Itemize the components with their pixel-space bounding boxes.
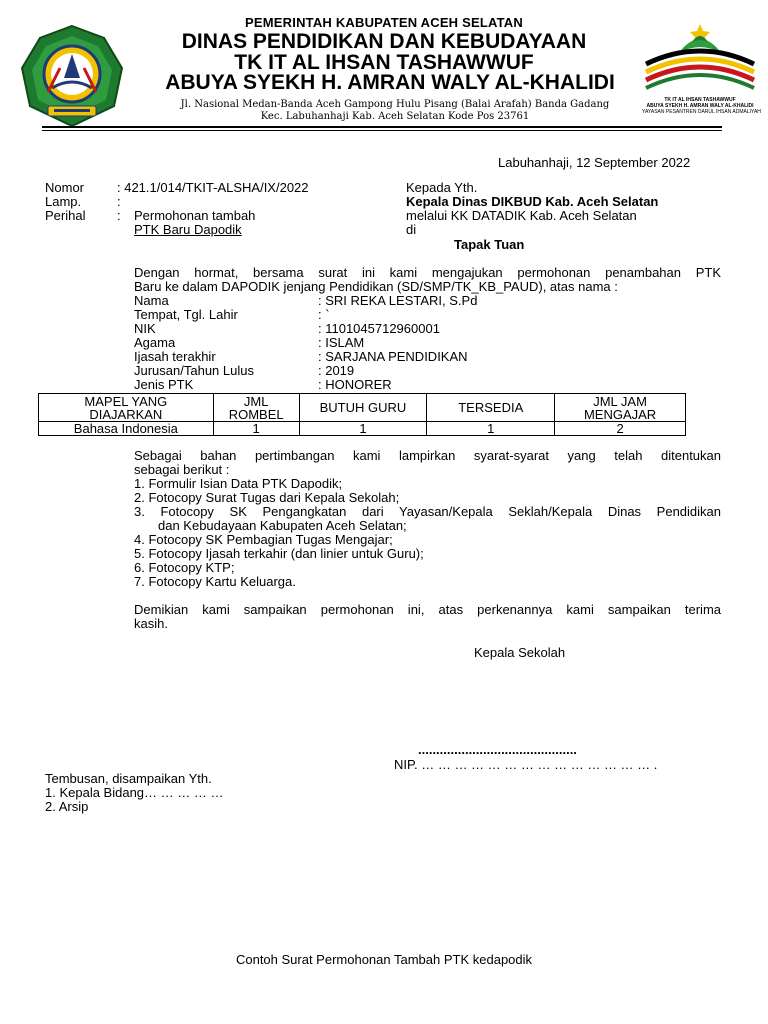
table-cell: 1 xyxy=(299,422,427,436)
intro-line-2: Baru ke dalam DAPODIK jenjang Pendidikan (SD/SMP/TK_KB_PAUD), atas nama : xyxy=(134,279,618,294)
attachment-item: 3. Fotocopy SK Pengangkatan dari Yayasan/Kepala Seklah/Kepala Dinas Pendidikan xyxy=(134,504,721,519)
closing-line-1: Demikian kami sampaikan permohonan ini, atas perkenannya kami sampaikan terima xyxy=(134,602,721,617)
field-value-nik: : 1101045712960001 xyxy=(318,321,440,336)
lamp-value: : xyxy=(117,194,121,209)
government-title: PEMERINTAH KABUPATEN ACEH SELATAN xyxy=(245,15,523,30)
field-label-ttl: Tempat, Tgl. Lahir xyxy=(134,307,238,322)
address-line-2: Kec. Labuhanhaji Kab. Aceh Selatan Kode Pos 23761 xyxy=(260,111,530,122)
nomor-value: : 421.1/014/TKIT-ALSHA/IX/2022 xyxy=(117,180,309,195)
letterhead-rule-thick xyxy=(42,126,722,128)
recipient-line-1: Kepada Yth. xyxy=(406,180,478,195)
table-header-butuh-guru: BUTUH GURU xyxy=(299,394,427,422)
address-line-1: Jl. Nasional Medan-Banda Aceh Gampong Hulu Pisang (Balai Arafah) Banda Gadang xyxy=(180,99,610,110)
attachment-item: 5. Fotocopy Ijasah terkahir (dan linier untuk Guru); xyxy=(134,546,424,561)
field-value-nama: : SRI REKA LESTARI, S.Pd xyxy=(318,293,478,308)
signature-title: Kepala Sekolah xyxy=(474,645,566,660)
school-logo-line1: TK IT AL IHSAN TASHAWWUF xyxy=(664,97,736,103)
perihal-line-2: PTK Baru Dapodik xyxy=(134,222,242,237)
cc-item: 1. Kepala Bidang… … … … … xyxy=(45,785,224,800)
cc-item: 2. Arsip xyxy=(45,799,89,814)
table-cell: 1 xyxy=(213,422,299,436)
perihal-label: Perihal xyxy=(45,208,86,223)
recipient-line-5: Tapak Tuan xyxy=(454,237,525,252)
document-caption: Contoh Surat Permohonan Tambah PTK kedapodik xyxy=(235,952,533,967)
table-header-row xyxy=(39,394,686,422)
ptk-table xyxy=(38,393,686,436)
field-label-nama: Nama xyxy=(134,293,169,308)
attachment-item: dan Kebudayaan Kabupaten Aceh Selatan; xyxy=(158,518,407,533)
closing-line-2: kasih. xyxy=(134,616,168,631)
field-value-agama: : ISLAM xyxy=(318,335,365,350)
table-cell: Bahasa Indonesia xyxy=(39,422,214,436)
attachment-intro-2: sebagai berikut : xyxy=(134,462,230,477)
table-cell: 2 xyxy=(555,422,686,436)
attachment-item: 4. Fotocopy SK Pembagian Tugas Mengajar; xyxy=(134,532,393,547)
field-label-jenis-ptk: Jenis PTK xyxy=(134,377,194,392)
place-date: Labuhanhaji, 12 September 2022 xyxy=(498,155,691,170)
attachment-item: 6. Fotocopy KTP; xyxy=(134,560,235,575)
attachment-item: 7. Fotocopy Kartu Keluarga. xyxy=(134,574,296,589)
signature-nip: NIP. … … … … … … … … … … … … … … . xyxy=(394,757,658,772)
recipient-line-2: Kepala Dinas DIKBUD Kab. Aceh Selatan xyxy=(406,194,659,209)
recipient-line-3: melalui KK DATADIK Kab. Aceh Selatan xyxy=(406,208,637,223)
field-value-jurusan: : 2019 xyxy=(318,363,355,378)
agency-title: DINAS PENDIDIKAN DAN KEBUDAYAAN xyxy=(181,30,587,53)
table-header-jam-mengajar: JML JAM MENGAJAR xyxy=(555,394,686,422)
foundation-title: ABUYA SYEKH H. AMRAN WALY AL-KHALIDI xyxy=(165,71,615,94)
table-header-rombel: JML ROMBEL xyxy=(213,394,299,422)
recipient-line-4: di xyxy=(406,222,417,237)
cc-title: Tembusan, disampaikan Yth. xyxy=(45,771,212,786)
school-logo-line2: ABUYA SYEKH H. AMRAN WALY AL-KHALIDI xyxy=(646,103,754,109)
lamp-label: Lamp. xyxy=(45,194,82,209)
field-label-jurusan: Jurusan/Tahun Lulus xyxy=(134,363,254,378)
table-cell: 1 xyxy=(427,422,555,436)
intro-line-1: Dengan hormat, bersama surat ini kami mengajukan permohonan penambahan PTK xyxy=(134,265,721,280)
school-logo-line3: YAYASAN PESANTREN DARUL IHSAN ADMALIYAH xyxy=(642,109,761,115)
field-label-ijasah: Ijasah terakhir xyxy=(134,349,216,364)
perihal-colon: : xyxy=(117,208,121,223)
field-value-ttl: : ` xyxy=(318,307,330,322)
signature-name-dots: ............................................ xyxy=(418,742,577,757)
attachment-item: 2. Fotocopy Surat Tugas dari Kepala Sekolah; xyxy=(134,490,400,505)
table-header-mapel: MAPEL YANG DIAJARKAN xyxy=(39,394,214,422)
field-value-jenis-ptk: : HONORER xyxy=(318,377,392,392)
school-title: TK IT AL IHSAN TASHAWWUF xyxy=(234,51,534,74)
nomor-label: Nomor xyxy=(45,180,85,195)
letterhead-rule-thin xyxy=(42,130,722,131)
attachment-intro-1: Sebagai bahan pertimbangan kami lampirkan syarat-syarat yang telah ditentukan xyxy=(134,448,721,463)
field-label-nik: NIK xyxy=(134,321,156,336)
field-label-agama: Agama xyxy=(134,335,176,350)
attachment-item: 1. Formulir Isian Data PTK Dapodik; xyxy=(134,476,343,491)
perihal-line-1: Permohonan tambah xyxy=(134,208,256,223)
table-row xyxy=(39,422,686,436)
field-value-ijasah: : SARJANA PENDIDIKAN xyxy=(318,349,468,364)
table-header-tersedia: TERSEDIA xyxy=(427,394,555,422)
